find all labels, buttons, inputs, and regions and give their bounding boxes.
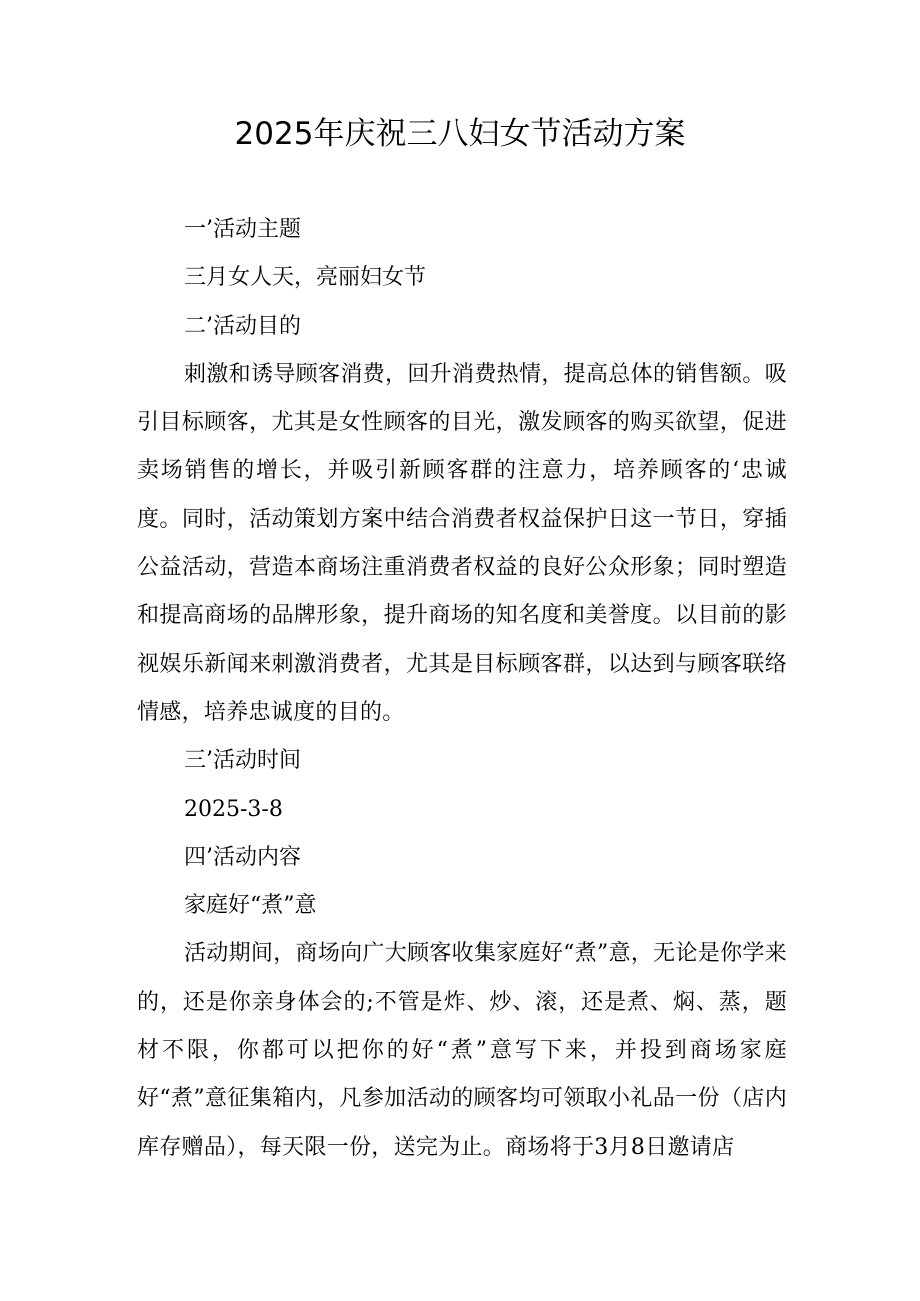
- time-text: 2025-3-8: [184, 796, 283, 822]
- document-body: [137, 206, 787, 1172]
- section-heading-time: 三’活动时间: [184, 748, 301, 774]
- goal-paragraph: 刺激和诱导顾客消费，回升消费热情，提高总体的销售额。吸引目标顾客，尤其是女性顾客的目光，激发顾客的购买欲望，促进卖场销售的增长，并吸引新顾客群的注意力，培养顾客的‘忠诚度。同时，活动策划方案中结合消费者权益保护日这一节日，穿插公益活动，营造本商场注重消费者权益的良好公众形象；同时塑造和提高商场的品牌形象，提升商场的知名度和美誉度。以目前的影视娱乐新闻来刺激消费者，尤其是目标顾客群，以达到与顾客联络情感，培养忠诚度的目的。: [137, 361, 787, 725]
- section-heading-theme: 一’活动主题: [184, 217, 301, 242]
- theme-text: 三月女人天，亮丽妇女节: [184, 265, 427, 291]
- content-paragraph: 活动期间，商场向广大顾客收集家庭好“煮”意，无论是你学来的，还是你亲身体会的;不管是炸、炒、滚，还是煮、焖、蒸，题材不限，你都可以把你的好“煮”意写下来，并投到商场家庭好“煮”意征集箱内，凡参加活动的顾客均可领取小礼品一份（店内库存赠品），每天限一份，送完为止。商场将于3月8日邀请店: [137, 941, 787, 1160]
- section-heading-content: 四’活动内容: [184, 844, 301, 870]
- content-subheading: 家庭好“煮”意: [184, 893, 317, 919]
- document-title: 2025年庆祝三八妇女节活动方案: [234, 116, 686, 152]
- section-heading-goal: 二’活动目的: [184, 313, 301, 339]
